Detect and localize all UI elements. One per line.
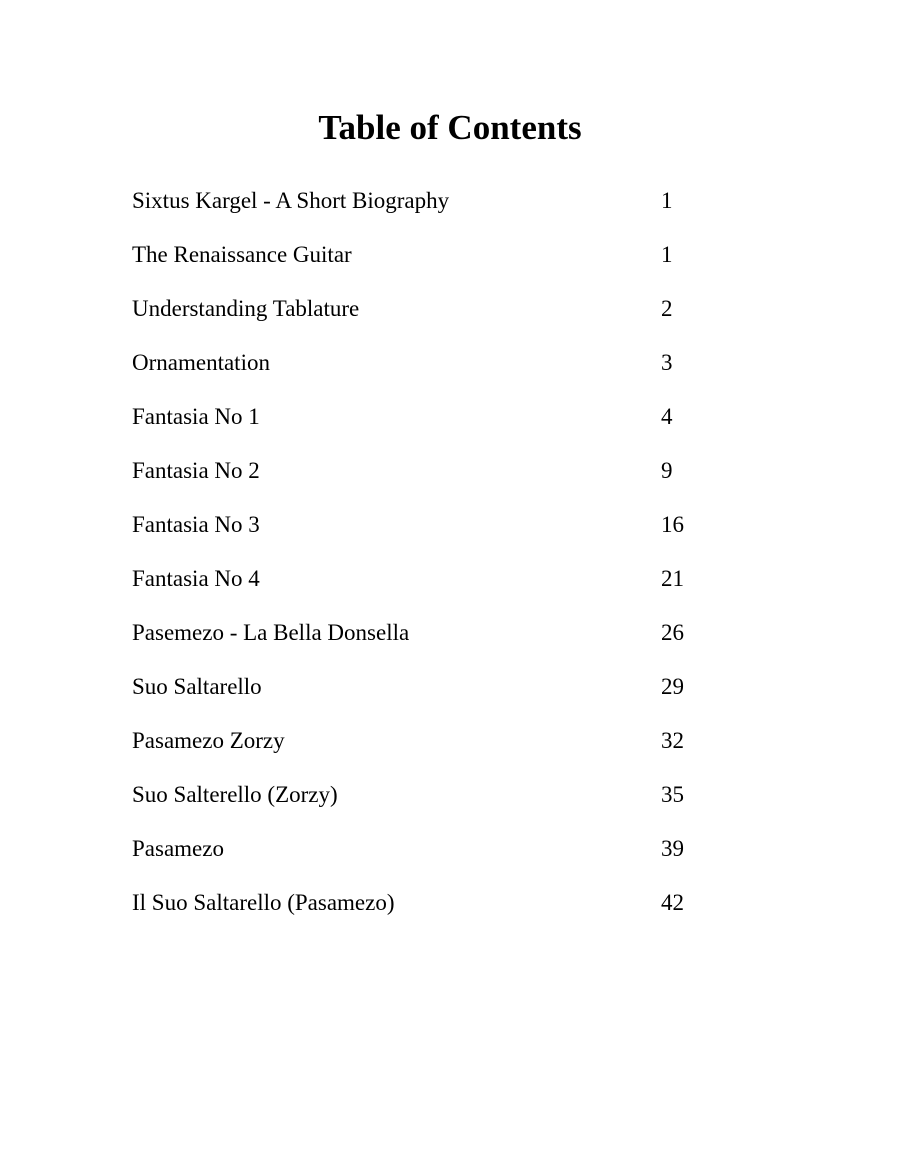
toc-row <box>132 671 732 725</box>
toc-page-number: 35 <box>661 782 684 807</box>
toc-entry-title: Fantasia No 1 <box>132 404 260 429</box>
toc-entry-title: The Renaissance Guitar <box>132 242 352 267</box>
toc-entry-title: Pasemezo - La Bella Donsella <box>132 620 410 645</box>
toc-row <box>132 347 732 401</box>
toc-entry-title: Ornamentation <box>132 350 270 375</box>
toc-row <box>132 725 732 779</box>
toc-page-number: 9 <box>661 458 673 483</box>
toc-page-number: 16 <box>661 512 684 537</box>
toc-entry-title: Fantasia No 4 <box>132 566 260 591</box>
toc-entry-title: Il Suo Saltarello (Pasamezo) <box>132 890 395 915</box>
toc-entry-title: Suo Salterello (Zorzy) <box>132 782 338 807</box>
toc-entry-title: Sixtus Kargel - A Short Biography <box>132 188 450 213</box>
toc-row <box>132 185 732 239</box>
toc-page-number: 3 <box>661 350 673 375</box>
page-title: Table of Contents <box>318 108 582 147</box>
toc-row <box>132 509 732 563</box>
toc-page-number: 26 <box>661 620 684 645</box>
toc-entry-title: Suo Saltarello <box>132 674 262 699</box>
toc-page-number: 1 <box>661 242 673 267</box>
toc-row <box>132 779 732 833</box>
toc-row <box>132 293 732 347</box>
toc-page-number: 42 <box>661 890 684 915</box>
toc-page-number: 21 <box>661 566 684 591</box>
toc-entry-title: Fantasia No 3 <box>132 512 260 537</box>
toc-page-number: 29 <box>661 674 684 699</box>
toc-entry-title: Fantasia No 2 <box>132 458 260 483</box>
toc-page-number: 4 <box>661 404 673 429</box>
toc-row <box>132 455 732 509</box>
toc-page-number: 39 <box>661 836 684 861</box>
toc-row <box>132 563 732 617</box>
toc-page-number: 1 <box>661 188 673 213</box>
toc-entry-title: Understanding Tablature <box>132 296 360 321</box>
toc-row <box>132 617 732 671</box>
toc-entry-title: Pasamezo <box>132 836 224 861</box>
toc-entry-title: Pasamezo Zorzy <box>132 728 285 753</box>
toc-row <box>132 887 732 941</box>
toc-page-number: 32 <box>661 728 684 753</box>
toc-row <box>132 833 732 887</box>
toc-row <box>132 239 732 293</box>
toc-page-number: 2 <box>661 296 673 321</box>
toc-list <box>132 185 732 941</box>
toc-row <box>132 401 732 455</box>
